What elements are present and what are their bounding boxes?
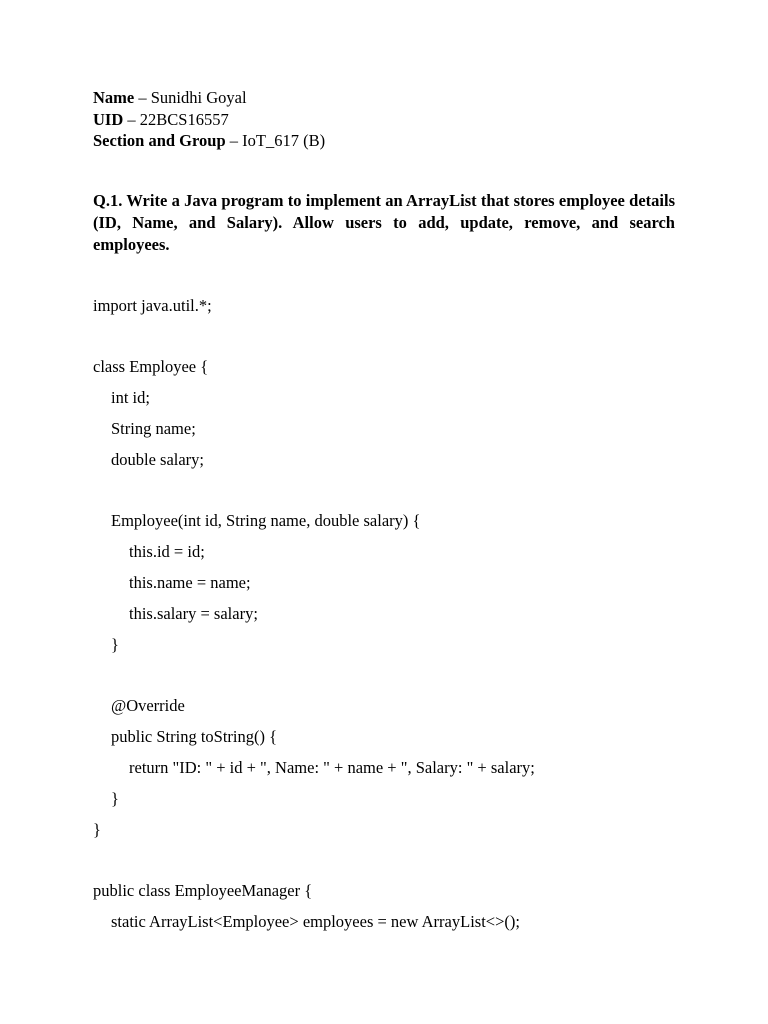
code-line: double salary;	[111, 450, 205, 469]
code-line: }	[111, 635, 119, 654]
name-label: Name	[93, 88, 135, 107]
uid-label: UID	[93, 109, 124, 129]
code-line: this.name = name;	[129, 573, 251, 592]
section-label: Section and Group	[93, 131, 226, 150]
name-value: – Sunidhi Goyal	[134, 88, 247, 107]
code-line: Employee(int id, String name, double salary) {	[111, 511, 421, 530]
student-info	[93, 87, 683, 152]
section-value: – IoT_617 (B)	[225, 131, 326, 150]
uid-value: – 22BCS16557	[123, 109, 229, 129]
code-line: String name;	[111, 419, 196, 438]
code-line: @Override	[111, 696, 185, 715]
uid-line	[93, 109, 683, 131]
code-line: }	[93, 820, 101, 839]
code-line: static ArrayList<Employee> employees = new ArrayList<>();	[111, 912, 520, 931]
code-line: int id;	[111, 388, 150, 407]
question-text: Q.1. Write a Java program to implement an ArrayList that stores employee details (ID, Name, and Salary). Allow users to add, update, remove, and search employees.	[93, 191, 675, 254]
code-line: this.salary = salary;	[129, 604, 258, 623]
section-line	[93, 130, 683, 152]
code-line: import java.util.*;	[93, 296, 212, 315]
code-line: class Employee {	[93, 357, 209, 376]
code-line: public class EmployeeManager {	[93, 881, 313, 900]
code-line: public String toString() {	[111, 727, 278, 746]
code-line: return "ID: " + id + ", Name: " + name + ", Salary: " + salary;	[129, 758, 535, 777]
name-line	[93, 87, 683, 109]
code-line: }	[111, 789, 119, 808]
code-line: this.id = id;	[129, 542, 205, 561]
